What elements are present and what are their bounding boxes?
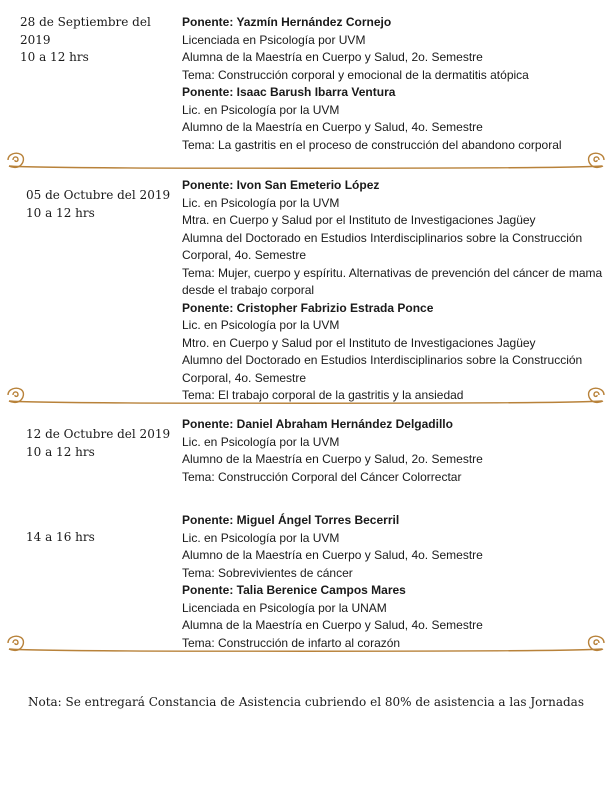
date-text: 28 de Septiembre del 2019 [20,15,151,47]
speaker-program: Mtro. en Cuerpo y Salud por el Instituto de Investigaciones Jagüey [182,335,536,350]
ornamental-divider [0,633,612,653]
speaker-degree: Lic. en Psicología por la UVM [182,434,340,449]
date-text: 12 de Octubre del 2019 [26,427,171,441]
ornamental-divider [0,385,612,405]
speaker-name: Ponente: Ivon San Emeterio López [182,178,380,192]
speaker-name: Ponente: Talia Berenice Campos Mares [182,583,406,597]
session-speakers [182,177,607,405]
speaker-name: Ponente: Cristopher Fabrizio Estrada Ponce [182,300,434,315]
speaker-name: Ponente: Isaac Barush Ibarra Ventura [182,85,396,99]
session-speakers [182,416,607,486]
speaker-degree: Lic. en Psicología por la UVM [182,318,340,332]
speaker-degree: Licenciada en Psicología por la UNAM [182,600,387,615]
date-text: 05 de Octubre del 2019 [26,188,171,202]
speaker-topic: Tema: Sobrevivientes de cáncer [182,565,353,580]
speaker-topic: Tema: Construcción corporal y emocional de la dermatitis atópica [182,67,529,82]
speaker-degree: Lic. en Psicología por la UVM [182,530,340,545]
speaker-program: Alumno de la Maestría en Cuerpo y Salud, 4o. Semestre [182,120,483,134]
speaker-program: Alumno del Doctorado en Estudios Interdisciplinarios sobre la Construcción Corporal, 4o. Semestre [182,353,583,385]
speaker-name: Ponente: Daniel Abraham Hernández Delgadillo [182,417,453,431]
speaker-topic: Tema: Construcción Corporal del Cáncer Colorrectar [182,469,462,484]
ornamental-divider [0,150,612,170]
speaker-program: Alumna de la Maestría en Cuerpo y Salud, 4o. Semestre [182,618,483,632]
session-speakers [182,512,607,652]
time-text: 10 a 12 hrs [26,205,95,220]
speaker-program: Alumno de la Maestría en Cuerpo y Salud, 2o. Semestre [182,452,483,466]
session-date [26,187,174,222]
speaker-program: Alumna de la Maestría en Cuerpo y Salud, 2o. Semestre [182,50,483,64]
time-text: 14 a 16 hrs [26,530,95,544]
time-text: 10 a 12 hrs [26,444,95,459]
speaker-degree: Lic. en Psicología por la UVM [182,102,340,117]
session-speakers [182,14,607,154]
session-time [26,529,174,547]
speaker-name: Ponente: Miguel Ángel Torres Becerril [182,513,400,527]
session-date [20,14,170,67]
time-text: 10 a 12 hrs [20,50,89,64]
speaker-topic: Tema: Construcción de infarto al corazón [182,635,401,650]
speaker-degree: Lic. en Psicología por la UVM [182,195,340,210]
speaker-topic: Tema: La gastritis en el proceso de construcción del abandono corporal [182,137,562,152]
session-date [26,426,174,461]
speaker-program: Alumno de la Maestría en Cuerpo y Salud, 4o. Semestre [182,548,483,562]
speaker-topic: Tema: El trabajo corporal de la gastritis y la ansiedad [182,388,464,402]
attendance-note: Nota: Se entregará Constancia de Asistencia cubriendo el 80% de asistencia a las Jornadas [27,695,584,709]
speaker-degree: Licenciada en Psicología por UVM [182,32,366,47]
speaker-topic: Tema: Mujer, cuerpo y espíritu. Alternativas de prevención del cáncer de mama desde el trabajo corporal [182,265,603,297]
speaker-program: Alumna del Doctorado en Estudios Interdisciplinarios sobre la Construcción Corporal, 4o. Semestre [182,230,583,262]
speaker-program: Mtra. en Cuerpo y Salud por el Instituto de Investigaciones Jagüey [182,213,536,227]
speaker-name: Ponente: Yazmín Hernández Cornejo [182,15,392,29]
